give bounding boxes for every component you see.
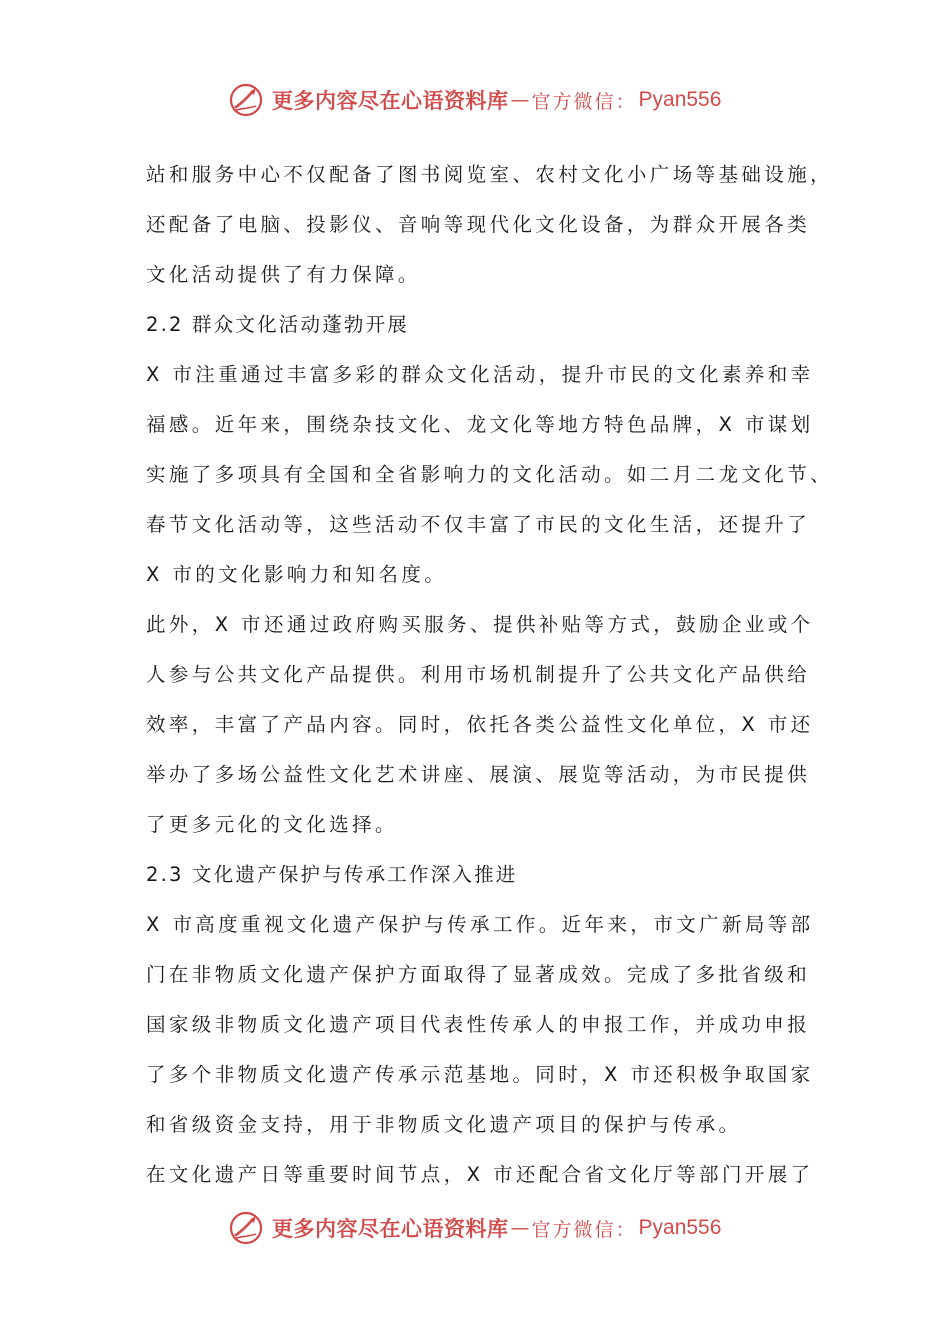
banner-wechat-id: Pyan556 (638, 1216, 722, 1239)
text-line: 了多个非物质文化遗产传承示范基地。同时，X 市还积极争取国家 (146, 1063, 814, 1086)
text-line: 了更多元化的文化选择。 (146, 813, 398, 836)
text-line: 实施了多项具有全国和全省影响力的文化活动。如二月二龙文化节、 (146, 463, 834, 486)
text-line: 在文化遗产日等重要时间节点，X 市还配合省文化厅等部门开展了 (146, 1163, 814, 1186)
text-line: 此外，X 市还通过政府购买服务、提供补贴等方式，鼓励企业或个 (146, 613, 814, 636)
banner-title: 更多内容尽在心语资料库 (272, 1216, 509, 1241)
section-heading: 2.2 群众文化活动蓬勃开展 (146, 313, 410, 336)
text-line: 举办了多场公益性文化艺术讲座、展演、展览等活动，为市民提供 (146, 763, 811, 786)
header-banner (226, 80, 721, 120)
text-line: X 市注重通过丰富多彩的群众文化活动，提升市民的文化素养和幸 (146, 363, 814, 386)
text-line: 站和服务中心不仅配备了图书阅览室、农村文化小广场等基础设施， (146, 163, 834, 186)
banner-separator: — (510, 89, 530, 111)
document-body (146, 150, 834, 1200)
text-line: 效率，丰富了产品内容。同时，依托各类公益性文化单位，X 市还 (146, 713, 814, 736)
text-line: X 市高度重视文化遗产保护与传承工作。近年来，市文广新局等部 (146, 913, 814, 936)
text-line: 国家级非物质文化遗产项目代表性传承人的申报工作，并成功申报 (146, 1013, 811, 1036)
section-heading: 2.3 文化遗产保护与传承工作深入推进 (146, 863, 518, 886)
banner-wechat-id: Pyan556 (638, 88, 722, 111)
pen-logo-icon (226, 80, 266, 120)
text-line: 还配备了电脑、投影仪、音响等现代化文化设备，为群众开展各类 (146, 213, 811, 236)
banner-wechat-label: 官方微信： (531, 90, 637, 113)
banner-wechat-label: 官方微信： (531, 1218, 637, 1241)
text-line: 福感。近年来，围绕杂技文化、龙文化等地方特色品牌，X 市谋划 (146, 413, 814, 436)
banner-title: 更多内容尽在心语资料库 (272, 88, 509, 113)
pen-logo-icon (226, 1208, 266, 1248)
text-line: 人参与公共文化产品提供。利用市场机制提升了公共文化产品供给 (146, 663, 811, 686)
text-line: 和省级资金支持，用于非物质文化遗产项目的保护与传承。 (146, 1113, 742, 1136)
banner-separator: — (510, 1217, 530, 1239)
text-line: 门在非物质文化遗产保护方面取得了显著成效。完成了多批省级和 (146, 963, 811, 986)
text-line: 文化活动提供了有力保障。 (146, 263, 421, 286)
text-line: 春节文化活动等，这些活动不仅丰富了市民的文化生活，还提升了 (146, 513, 811, 536)
footer-banner (226, 1208, 721, 1248)
text-line: X 市的文化影响力和知名度。 (146, 563, 448, 586)
